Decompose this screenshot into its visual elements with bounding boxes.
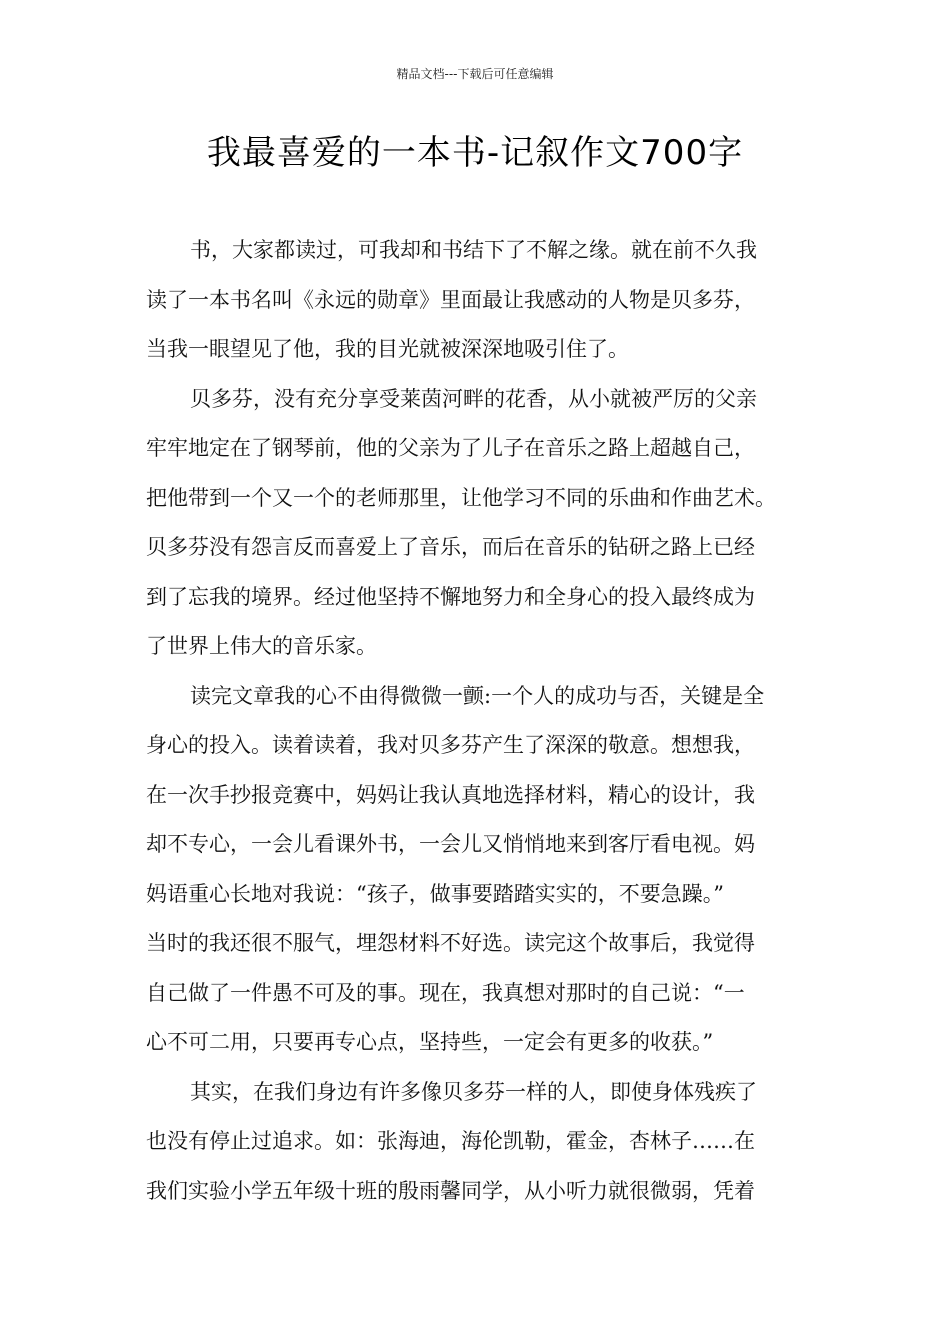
paragraph (146, 226, 836, 375)
text-line: 其实，在我们身边有许多像贝多芬一样的人，即使身体残疾了 (190, 1079, 757, 1104)
text-line: 把他带到一个又一个的老师那里，让他学习不同的乐曲和作曲艺术。 (146, 485, 776, 510)
paragraph (146, 1068, 836, 1217)
text-line: 却不专心，一会儿看课外书，一会儿又悄悄地来到客厅看电视。妈 (146, 832, 755, 856)
text-line: 心不可二用，只要再专心点，坚持些，一定会有更多的收获。” (146, 1030, 714, 1054)
text-line: 我们实验小学五年级十班的殷雨馨同学，从小听力就很微弱，凭着 (146, 1178, 755, 1203)
text-line: 当我一眼望见了他，我的目光就被深深地吸引住了。 (146, 337, 629, 361)
document-body (146, 226, 836, 1216)
text-line: 当时的我还很不服气，埋怨材料不好选。读完这个故事后，我觉得 (146, 931, 755, 955)
text-line: 牢牢地定在了钢琴前，他的父亲为了儿子在音乐之路上超越自己， (146, 436, 755, 460)
text-line: 贝多芬，没有充分享受莱茵河畔的花香，从小就被严厉的父亲 (190, 386, 757, 411)
text-line: 贝多芬没有怨言反而喜爱上了音乐，而后在音乐的钻研之路上已经 (146, 535, 755, 559)
text-line: 读完文章我的心不由得微微一颤:一个人的成功与否，关键是全 (190, 683, 765, 708)
text-line: 妈语重心长地对我说：“孩子，做事要踏踏实实的，不要急躁。” (146, 881, 724, 906)
text-line: 书，大家都读过，可我却和书结下了不解之缘。就在前不久我 (190, 238, 757, 262)
header-note: 精品文档---下载后可任意编辑 (396, 67, 554, 81)
text-line: 到了忘我的境界。经过他坚持不懈地努力和全身心的投入最终成为 (146, 584, 755, 609)
text-line: 读了一本书名叫《永远的勋章》里面最让我感动的人物是贝多芬， (146, 287, 755, 312)
paragraph (146, 672, 836, 1068)
text-line: 在一次手抄报竞赛中，妈妈让我认真地选择材料，精心的设计，我 (146, 782, 755, 807)
text-line: 自己做了一件愚不可及的事。现在，我真想对那时的自己说：“一 (146, 980, 745, 1005)
text-line: 身心的投入。读着读着，我对贝多芬产生了深深的敬意。想想我， (146, 733, 755, 757)
text-line: 了世界上伟大的音乐家。 (146, 634, 377, 658)
paragraph (146, 375, 836, 672)
text-line: 也没有停止过追求。如：张海迪，海伦凯勒，霍金，杏林子……在 (146, 1129, 755, 1153)
document-title: 我最喜爱的一本书-记叙作文700字 (206, 133, 744, 173)
